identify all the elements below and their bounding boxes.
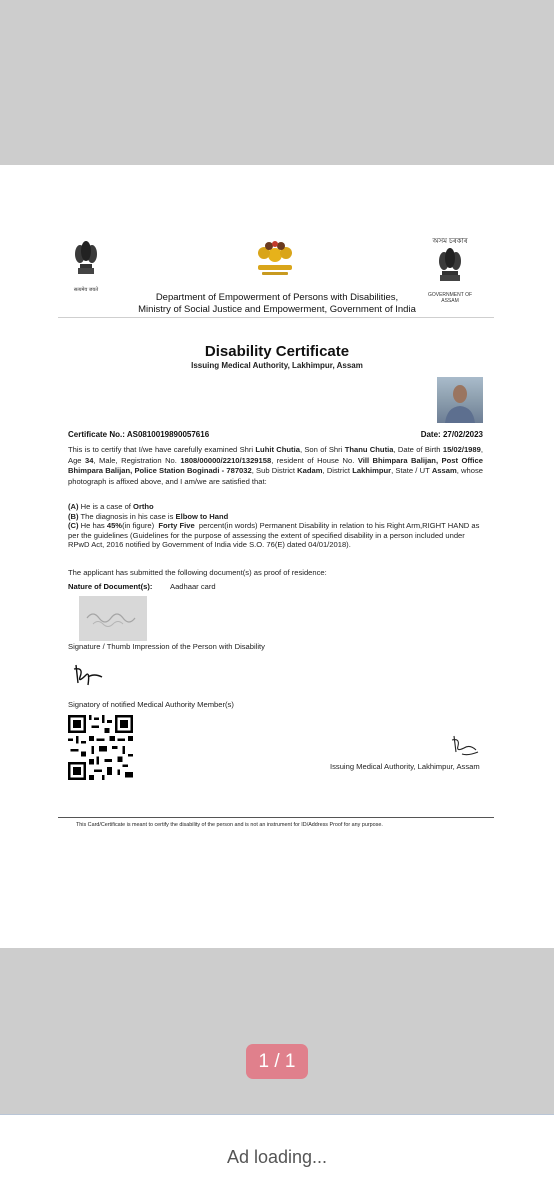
certificate-date [400, 430, 483, 439]
finding-value: Ortho [133, 502, 154, 511]
para-text: , Date of Birth [393, 445, 441, 454]
certificate-number-label: Certificate No.: [68, 430, 125, 439]
nature-of-document-value: Aadhaar card [170, 582, 216, 591]
divyangjan-logo-icon [252, 241, 298, 281]
para-text: , whose photograph is affixed above, and I am/we are satisfied that: [68, 466, 483, 486]
certificate-page[interactable] [0, 165, 554, 948]
ad-banner[interactable] [0, 1114, 554, 1201]
finding-text: percent(in words) Permanent Disability in relation to his Right Arm,RIGHT HAND as per the guidelines (Guidelines for the purpose of assessing the extent of specified disability in a person included under RPwD Act, 2016 notified by Government of India vide S.O. 76(E) dated 04/01/2018). [68, 521, 480, 549]
state: Assam [431, 466, 457, 475]
para-text: , Son of Shri [299, 445, 343, 454]
para-text: , Age [68, 445, 483, 465]
applicant-name: Luhit Chutia [255, 445, 300, 454]
finding-label: (B) [68, 511, 79, 521]
applicant-photo [437, 377, 483, 423]
father-name: Thanu Chutia [344, 445, 394, 454]
finding-text: He has [80, 521, 105, 530]
qr-code-icon [68, 715, 133, 780]
department-header [60, 292, 494, 316]
applicant-proof-text: The applicant has submitted the following document(s) as proof of residence: [68, 568, 327, 577]
district: Lakhimpur [352, 466, 392, 475]
assam-govt-text: অসম চৰকাৰ [432, 238, 468, 245]
emblem-caption: सत्यमेव जयते [73, 287, 99, 293]
certificate-title: Disability Certificate [204, 343, 350, 360]
viewer-background-bottom [0, 948, 554, 1114]
para-text: , District [322, 466, 351, 475]
date-label: Date: [420, 430, 441, 439]
finding-text: He is a case of [80, 502, 131, 511]
person-signature-label: Signature / Thumb Impression of the Person with Disability [68, 642, 265, 651]
sub-district: Kadam [297, 466, 323, 475]
header-divider [58, 317, 494, 318]
registration-number: 1808/00000/2210/1329158 [180, 455, 272, 465]
department-line-2: Ministry of Social Justice and Empowerment, Government of India [138, 304, 416, 315]
disclaimer-text: This Card/Certificate is meant to certify the disability of the person and is not an instrument for ID/Address Proof for any purpose. [76, 822, 383, 828]
finding-text: The diagnosis in his case is [80, 511, 174, 521]
disability-words: Forty Five [158, 521, 195, 530]
finding-text: (in figure) [122, 521, 155, 530]
certification-paragraph [68, 445, 483, 487]
issuing-authority: Issuing Medical Authority, Lakhimpur, Assam [330, 762, 480, 771]
authority-signature-image [70, 657, 104, 691]
assam-emblem-caption: GOVERNMENT OF ASSAM [427, 292, 473, 304]
footer-divider [58, 817, 494, 818]
department-line-1: Department of Empowerment of Persons with Disabilities, [155, 292, 399, 303]
finding-value: Elbow to Hand [175, 511, 229, 521]
ad-loading-text: Ad loading... [226, 1147, 328, 1167]
para-text: This is to certify that I/we have carefully examined Shri [68, 445, 254, 454]
para-text: , resident of House No. [271, 455, 355, 465]
assam-emblem-icon [422, 235, 478, 304]
certificate-number-value: AS0810019890057616 [126, 430, 210, 439]
viewer-background-top [0, 0, 554, 165]
authority-signature-label: Signatory of notified Medical Authority Member(s) [68, 700, 234, 709]
age: 34 [85, 455, 94, 465]
thumb-impression-image [79, 596, 147, 641]
finding-a [68, 502, 483, 512]
date-of-birth: 15/02/1989 [442, 445, 481, 454]
findings-list [68, 502, 483, 550]
finding-label: (C) [68, 521, 79, 530]
date-value: 27/02/2023 [442, 430, 483, 439]
certificate-subtitle: Issuing Medical Authority, Lakhimpur, Assam [191, 361, 363, 370]
issuer-signature-image [450, 732, 480, 758]
page-indicator: 1 / 1 [246, 1044, 308, 1079]
para-text: , State / UT [391, 466, 430, 475]
disability-percent: 45% [106, 521, 123, 530]
nature-of-document-label: Nature of Document(s): [68, 582, 153, 591]
finding-label: (A) [68, 502, 79, 511]
finding-c [68, 521, 483, 550]
address: Vill Bhimpara Balijan, Post Office Bhimpara Balijan, Police Station Boginadi - 787032 [68, 455, 483, 475]
certificate-number [68, 430, 209, 439]
para-text: , Sub District [251, 466, 295, 475]
finding-b [68, 512, 483, 522]
national-emblem-icon [68, 238, 104, 293]
para-text: , Male, Registration No. [93, 455, 177, 465]
